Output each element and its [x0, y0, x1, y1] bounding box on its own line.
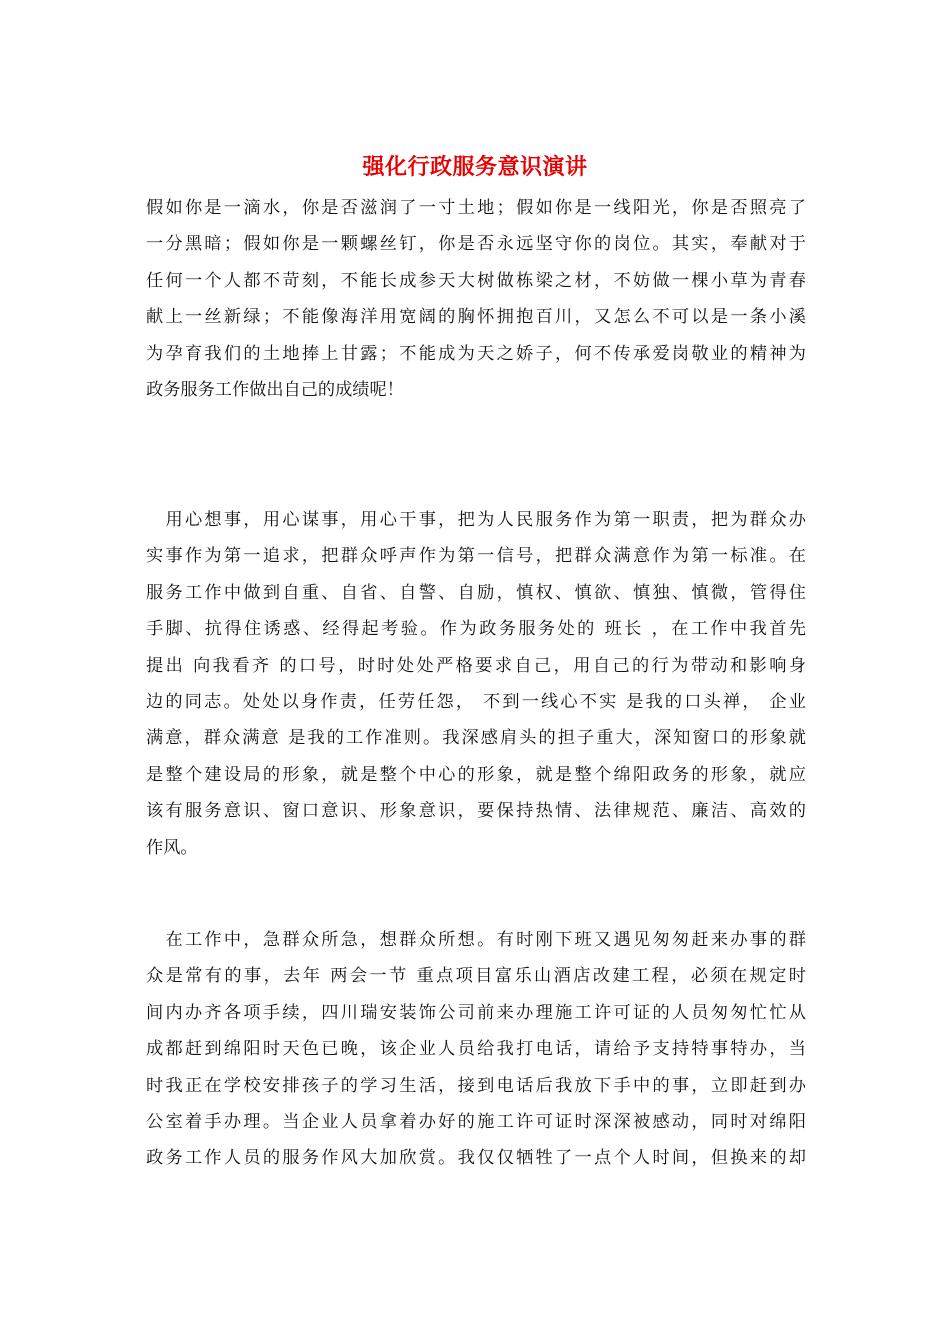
- paragraph-3: [146, 922, 806, 1177]
- text-line: 一分黑暗；假如你是一颗螺丝钉，你是否永远坚守你的岗位。其实，奉献对于: [146, 234, 806, 255]
- text-line: 时我正在学校安排孩子的学习生活，接到电话后我放下手中的事，立即赶到办: [146, 1075, 806, 1096]
- paragraph-1: [146, 190, 806, 408]
- text-line: 政务工作人员的服务作风大加欣赏。我仅仅牺牲了一点个人时间，但换来的却: [146, 1148, 806, 1169]
- text-line: 为孕育我们的土地捧上甘露；不能成为天之娇子，何不传承爱岗敬业的精神为: [146, 343, 806, 364]
- text-line: 是整个建设局的形象，就是整个中心的形象，就是整个绵阳政务的形象，就应: [146, 764, 806, 785]
- paragraph-2: [146, 502, 806, 866]
- text-line: 间内办齐各项手续，四川瑞安装饰公司前来办理施工许可证的人员匆匆忙忙从: [146, 1002, 806, 1023]
- text-line: 在工作中，急群众所急，想群众所想。有时刚下班又遇见匆匆赶来办事的群: [146, 930, 806, 950]
- text-line: 成都赶到绵阳时天色已晚，该企业人员给我打电话，请给予支持特事特办，当: [146, 1039, 806, 1060]
- text-line: 手脚、抗得住诱惑、经得起考验。作为政务服务处的 班长 ，在工作中我首先: [146, 619, 806, 640]
- text-line: 服务工作中做到自重、自省、自警、自励，慎权、慎欲、慎独、慎微，管得住: [146, 582, 806, 603]
- text-line: 该有服务意识、窗口意识、形象意识，要保持热情、法律规范、廉洁、高效的: [146, 801, 806, 822]
- text-line: 任何一个人都不苛刻，不能长成参天大树做栋梁之材，不妨做一棵小草为青春: [146, 270, 806, 291]
- text-line: 用心想事，用心谋事，用心干事，把为人民服务作为第一职责，把为群众办: [146, 510, 806, 530]
- text-line: 提出 向我看齐 的口号，时时处处严格要求自己，用自己的行为带动和影响身: [146, 655, 806, 676]
- text-line: 公室着手办理。当企业人员拿着办好的施工许可证时深深被感动，同时对绵阳: [146, 1111, 806, 1132]
- text-line: 作风。: [146, 837, 198, 858]
- document-title: 强化行政服务意识演讲: [362, 154, 588, 180]
- text-line: 众是常有的事，去年 两会一节 重点项目富乐山酒店改建工程，必须在规定时: [146, 966, 806, 987]
- text-line: 边的同志。处处以身作责，任劳任怨， 不到一线心不实 是我的口头禅， 企业: [146, 691, 806, 712]
- text-line: 实事作为第一追求，把群众呼声作为第一信号，把群众满意作为第一标准。在: [146, 546, 806, 567]
- text-line: 政务服务工作做出自己的成绩呢！: [146, 379, 404, 400]
- text-line: 满意，群众满意 是我的工作准则。我深感肩头的担子重大，深知窗口的形象就: [146, 728, 806, 749]
- text-line: 献上一丝新绿；不能像海洋用宽阔的胸怀拥抱百川，又怎么不可以是一条小溪: [146, 307, 806, 328]
- text-line: 假如你是一滴水，你是否滋润了一寸土地；假如你是一线阳光，你是否照亮了: [146, 198, 806, 218]
